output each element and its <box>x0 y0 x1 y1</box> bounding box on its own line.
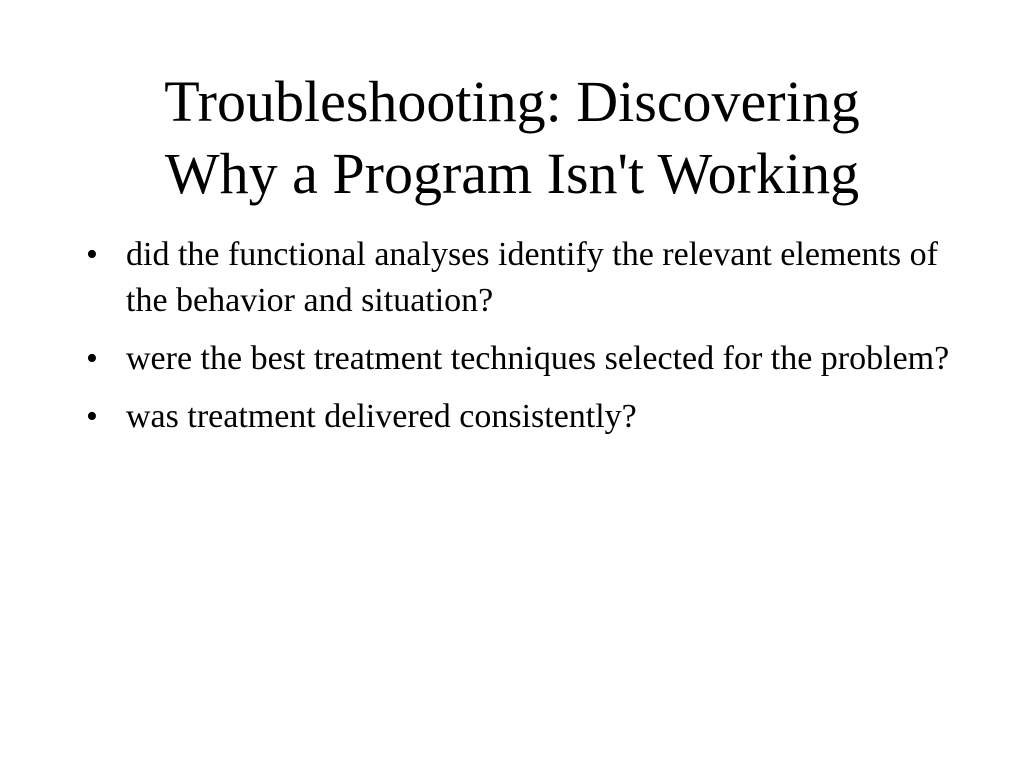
bullet-icon: • <box>86 236 98 273</box>
slide-title-line-2: Why a Program Isn't Working <box>164 141 860 206</box>
bullet-text: did the functional analyses identify the relevant elements of the behavior and situation? <box>126 236 938 319</box>
bullet-icon: • <box>86 398 98 435</box>
slide-title <box>60 66 964 210</box>
bullet-text: was treatment delivered consistently? <box>126 398 637 435</box>
slide-title-line-1: Troubleshooting: Discovering <box>164 69 860 134</box>
bullet-icon: • <box>86 340 98 377</box>
bullet-item <box>86 394 966 440</box>
bullet-item <box>86 232 966 324</box>
bullet-text: were the best treatment techniques selected for the problem? <box>126 340 950 377</box>
bullet-item <box>86 336 966 382</box>
bullet-list <box>86 232 966 452</box>
